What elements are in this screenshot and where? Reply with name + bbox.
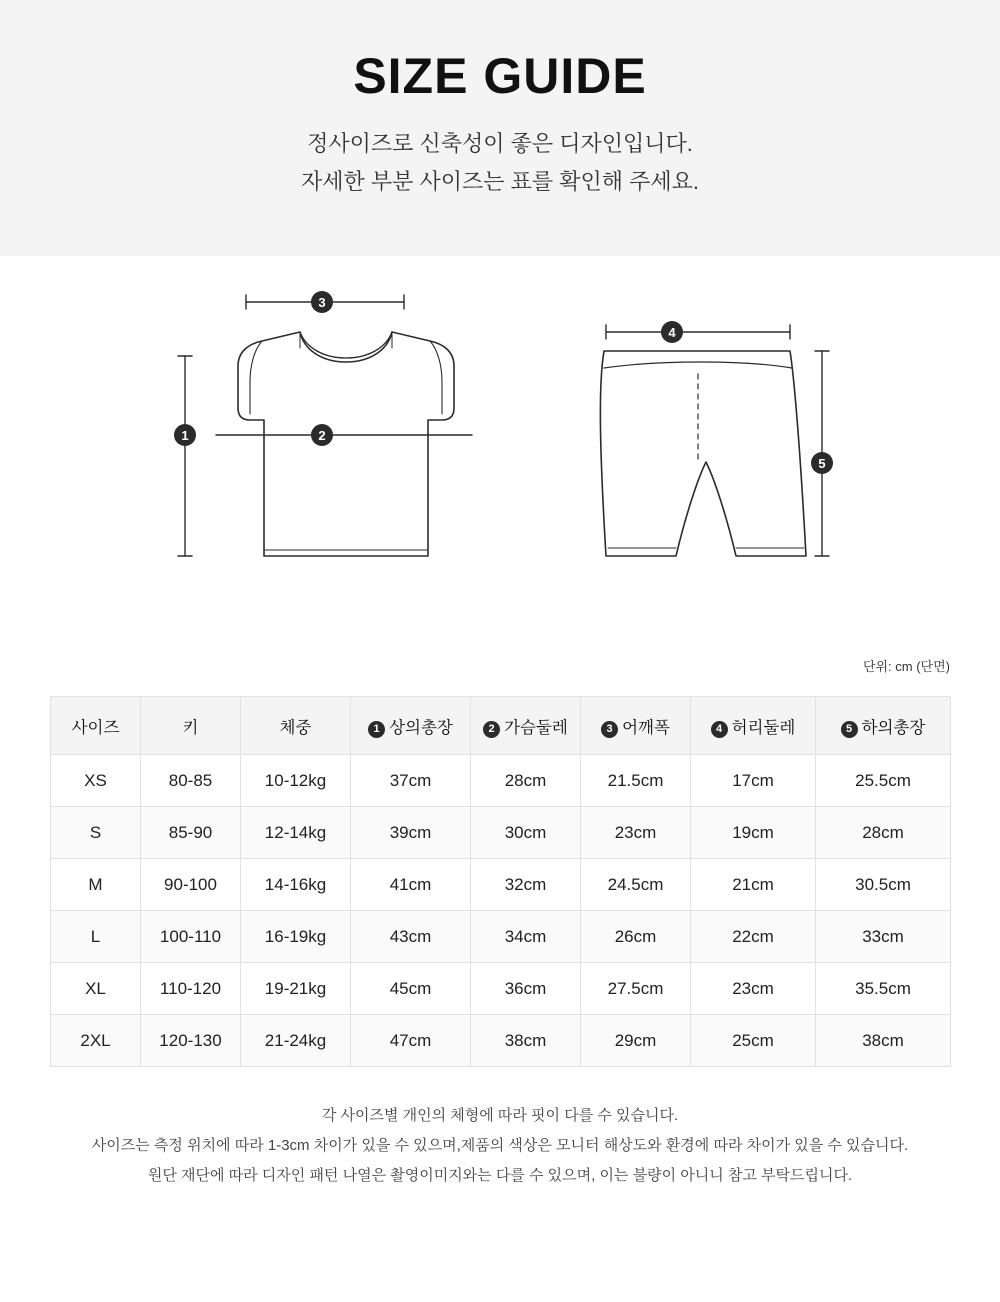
top-garment-outline — [238, 332, 454, 556]
size-table-head — [51, 697, 951, 755]
cell-weight: 19-21kg — [241, 963, 351, 1015]
cell-size: S — [51, 807, 141, 859]
cell-top-length: 41cm — [351, 859, 471, 911]
cell-bottom-length: 25.5cm — [816, 755, 951, 807]
cell-chest: 28cm — [471, 755, 581, 807]
table-header-row — [51, 697, 951, 755]
svg-text:5: 5 — [818, 456, 826, 471]
cell-shoulder: 26cm — [581, 911, 691, 963]
bottom-garment-outline — [600, 351, 806, 556]
cell-height: 100-110 — [141, 911, 241, 963]
badge-5-bottom-length — [811, 452, 833, 474]
cell-shoulder: 27.5cm — [581, 963, 691, 1015]
cell-top-length: 45cm — [351, 963, 471, 1015]
col-header-chest — [471, 697, 581, 755]
badge-4-waist — [661, 321, 683, 343]
cell-chest: 34cm — [471, 911, 581, 963]
col-header-bottom-length — [816, 697, 951, 755]
cell-weight: 10-12kg — [241, 755, 351, 807]
badge-icon-4: 4 — [711, 721, 728, 738]
cell-height: 80-85 — [141, 755, 241, 807]
cell-size: M — [51, 859, 141, 911]
badge-1-top-length — [174, 424, 196, 446]
cell-chest: 30cm — [471, 807, 581, 859]
badge-icon-5: 5 — [841, 721, 858, 738]
svg-text:4: 4 — [668, 325, 676, 340]
cell-shoulder: 29cm — [581, 1015, 691, 1067]
col-header-height — [141, 697, 241, 755]
col-header-size-label: 사이즈 — [71, 718, 120, 737]
cell-chest: 36cm — [471, 963, 581, 1015]
cell-bottom-length: 33cm — [816, 911, 951, 963]
header-subtitle — [301, 125, 699, 202]
col-header-top-length-label: 상의총장 — [389, 718, 453, 737]
col-header-size — [51, 697, 141, 755]
size-table-body — [51, 755, 951, 1067]
size-table — [50, 696, 951, 1067]
cell-height: 120-130 — [141, 1015, 241, 1067]
col-header-shoulder — [581, 697, 691, 755]
cell-shoulder: 23cm — [581, 807, 691, 859]
header-band — [0, 0, 1000, 256]
col-header-weight-label: 체중 — [279, 718, 312, 737]
cell-bottom-length: 30.5cm — [816, 859, 951, 911]
table-row — [51, 1015, 951, 1067]
cell-top-length: 37cm — [351, 755, 471, 807]
diagram-badges — [174, 291, 833, 474]
table-row — [51, 911, 951, 963]
cell-size: L — [51, 911, 141, 963]
cell-height: 90-100 — [141, 859, 241, 911]
measure-top-length — [178, 356, 192, 556]
cell-waist: 22cm — [691, 911, 816, 963]
note-line-1: 각 사이즈별 개인의 체형에 따라 핏이 다를 수 있습니다. — [321, 1107, 679, 1124]
badge-icon-1: 1 — [368, 721, 385, 738]
cell-chest: 32cm — [471, 859, 581, 911]
svg-text:2: 2 — [318, 428, 326, 443]
cell-bottom-length: 35.5cm — [816, 963, 951, 1015]
note-line-3: 원단 재단에 따라 디자인 패턴 나열은 촬영이미지와는 다를 수 있으며, 이는 불량이 아니니 참고 부탁드립니다. — [147, 1167, 853, 1184]
cell-weight: 14-16kg — [241, 859, 351, 911]
cell-waist: 21cm — [691, 859, 816, 911]
cell-size: XL — [51, 963, 141, 1015]
cell-size: 2XL — [51, 1015, 141, 1067]
badge-icon-3: 3 — [601, 721, 618, 738]
measure-waist — [606, 325, 790, 339]
cell-bottom-length: 28cm — [816, 807, 951, 859]
cell-weight: 12-14kg — [241, 807, 351, 859]
col-header-chest-label: 가슴둘레 — [504, 718, 568, 737]
cell-top-length: 43cm — [351, 911, 471, 963]
cell-waist: 23cm — [691, 963, 816, 1015]
garment-diagram — [0, 256, 1000, 696]
cell-top-length: 47cm — [351, 1015, 471, 1067]
table-row — [51, 807, 951, 859]
col-header-waist-label: 허리둘레 — [731, 718, 796, 737]
cell-height: 85-90 — [141, 807, 241, 859]
badge-2-chest — [311, 424, 333, 446]
cell-weight: 16-19kg — [241, 911, 351, 963]
col-header-top-length — [351, 697, 471, 755]
header-subtitle-line-2: 자세한 부분 사이즈는 표를 확인해 주세요. — [301, 169, 699, 194]
size-table-wrap — [0, 696, 1000, 1067]
header-subtitle-line-1: 정사이즈로 신축성이 좋은 디자인입니다. — [307, 130, 693, 156]
cell-waist: 19cm — [691, 807, 816, 859]
col-header-height-label: 키 — [182, 718, 199, 737]
cell-bottom-length: 38cm — [816, 1015, 951, 1067]
page-title: SIZE GUIDE — [353, 48, 647, 104]
col-header-bottom-length-label: 하의총장 — [861, 718, 926, 737]
cell-shoulder: 24.5cm — [581, 859, 691, 911]
note-line-2: 사이즈는 측정 위치에 따라 1-3cm 차이가 있을 수 있으며,제품의 색상은 모니터 해상도와 환경에 따라 차이가 있을 수 있습니다. — [91, 1137, 909, 1154]
diagram-svg — [0, 256, 1000, 696]
table-row — [51, 963, 951, 1015]
badge-icon-2: 2 — [483, 721, 500, 738]
cell-waist: 17cm — [691, 755, 816, 807]
col-header-weight — [241, 697, 351, 755]
col-header-shoulder-label: 어깨폭 — [622, 718, 670, 737]
badge-3-shoulder — [311, 291, 333, 313]
cell-shoulder: 21.5cm — [581, 755, 691, 807]
cell-top-length: 39cm — [351, 807, 471, 859]
svg-text:3: 3 — [318, 295, 326, 310]
cell-size: XS — [51, 755, 141, 807]
cell-chest: 38cm — [471, 1015, 581, 1067]
svg-text:1: 1 — [181, 428, 189, 443]
footer-notes — [0, 1101, 1000, 1191]
cell-height: 110-120 — [141, 963, 241, 1015]
unit-note: 단위: cm (단면) — [862, 659, 950, 674]
table-row — [51, 859, 951, 911]
table-row — [51, 755, 951, 807]
cell-weight: 21-24kg — [241, 1015, 351, 1067]
col-header-waist — [691, 697, 816, 755]
cell-waist: 25cm — [691, 1015, 816, 1067]
